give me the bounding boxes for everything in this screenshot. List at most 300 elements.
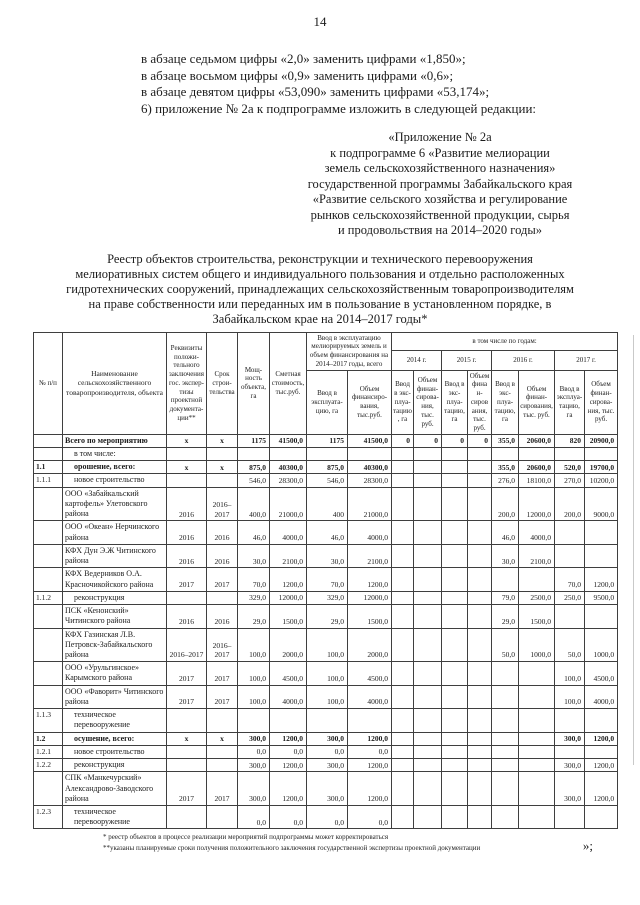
cell: 329,0 xyxy=(238,591,270,604)
cell xyxy=(519,709,555,732)
row-number xyxy=(34,568,63,591)
cell: 70,0 xyxy=(238,568,270,591)
appendix-line: земель сельскохозяйственного назначения» xyxy=(324,161,556,175)
row-number xyxy=(34,434,63,447)
cell: 70,0 xyxy=(555,568,585,591)
cell xyxy=(492,568,519,591)
col-header-2017-commissioning: Ввод в эксплуатацию, га xyxy=(555,370,585,434)
table-body xyxy=(34,434,618,829)
row-name: орошение, всего: xyxy=(63,461,167,474)
cell xyxy=(585,521,618,544)
cell xyxy=(492,745,519,758)
cell xyxy=(492,447,519,460)
cell xyxy=(468,591,492,604)
cell: 1200,0 xyxy=(270,732,307,745)
table-row xyxy=(34,474,618,487)
cell: 9500,0 xyxy=(585,591,618,604)
footnote-line: * реестр объектов в процессе реализации мероприятий подпрограммы может корректироваться xyxy=(103,833,389,842)
row-name: КФХ Ведерников О.А. Красночикойского района xyxy=(63,568,167,591)
col-header-2016-financing: Объем финансирования, тыс. руб. xyxy=(519,370,555,434)
cell xyxy=(167,591,207,604)
cell xyxy=(468,461,492,474)
cell: 100,0 xyxy=(238,685,270,708)
cell: 200,0 xyxy=(555,487,585,521)
table-row xyxy=(34,685,618,708)
cell: 875,0 xyxy=(307,461,348,474)
col-header-total-commissioning: Ввод в эксплуатацию, га xyxy=(307,370,348,434)
cell xyxy=(414,544,442,567)
table-row xyxy=(34,759,618,772)
cell xyxy=(442,605,468,628)
row-name: ООО «Фаворит» Читинского района xyxy=(63,685,167,708)
cell: 329,0 xyxy=(307,591,348,604)
table-row xyxy=(34,544,618,567)
page-number: 14 xyxy=(313,14,327,29)
appendix-line: «Приложение № 2а xyxy=(388,130,492,144)
cell: 2016–2017 xyxy=(207,628,238,662)
cell: 100,0 xyxy=(555,685,585,708)
cell: 0,0 xyxy=(348,745,392,758)
cell: 1200,0 xyxy=(348,568,392,591)
cell xyxy=(207,474,238,487)
col-header-2016-commissioning: Ввод в эксплуатацию, га xyxy=(492,370,519,434)
cell xyxy=(414,591,442,604)
cell xyxy=(468,487,492,521)
cell: 1200,0 xyxy=(348,759,392,772)
cell: 1200,0 xyxy=(585,772,618,806)
cell: 0 xyxy=(468,434,492,447)
cell: 21000,0 xyxy=(270,487,307,521)
cell xyxy=(414,521,442,544)
cell: 300,0 xyxy=(238,732,270,745)
cell xyxy=(468,474,492,487)
cell xyxy=(442,591,468,604)
table-row xyxy=(34,591,618,604)
col-header-by-years: в том числе по годам: xyxy=(392,332,618,350)
cell xyxy=(519,745,555,758)
cell xyxy=(207,447,238,460)
cell xyxy=(392,474,414,487)
cell xyxy=(442,474,468,487)
row-number xyxy=(34,544,63,567)
table-row xyxy=(34,628,618,662)
row-number: 1.1 xyxy=(34,461,63,474)
cell: 1175 xyxy=(238,434,270,447)
cell: 2017 xyxy=(167,662,207,685)
col-header-num: № п/п xyxy=(34,332,63,434)
cell xyxy=(519,772,555,806)
cell xyxy=(442,759,468,772)
closing-quote-mark: »; xyxy=(582,838,593,853)
cell: 2500,0 xyxy=(519,591,555,604)
amendment-line: в абзаце девятом цифры «53,090» заменить цифрами «53,174»; xyxy=(141,84,490,99)
row-number: 1.2.1 xyxy=(34,745,63,758)
cell xyxy=(167,745,207,758)
row-name: новое строительство xyxy=(63,745,167,758)
cell: 20900,0 xyxy=(585,434,618,447)
cell: 820 xyxy=(555,434,585,447)
cell: 1175 xyxy=(307,434,348,447)
cell xyxy=(414,806,442,829)
scan-artifact-line xyxy=(633,335,634,765)
row-name: реконструкция xyxy=(63,759,167,772)
col-header-term: Срок строительства xyxy=(207,332,238,434)
cell: 0,0 xyxy=(238,745,270,758)
cell xyxy=(307,709,348,732)
cell xyxy=(414,732,442,745)
cell xyxy=(585,806,618,829)
col-header-total-financing: Объем финансирования, тыс.руб. xyxy=(348,370,392,434)
cell xyxy=(414,568,442,591)
cell xyxy=(348,709,392,732)
row-number xyxy=(34,447,63,460)
row-number xyxy=(34,662,63,685)
appendix-line: к подпрограмме 6 «Развитие мелиорации xyxy=(330,145,550,160)
cell xyxy=(392,568,414,591)
cell xyxy=(468,447,492,460)
cell: 1200,0 xyxy=(270,568,307,591)
cell: 300,0 xyxy=(555,732,585,745)
cell xyxy=(442,544,468,567)
cell: 4000,0 xyxy=(348,521,392,544)
cell xyxy=(167,759,207,772)
col-header-2017-financing: Объем финансирования, тыс. руб. xyxy=(585,370,618,434)
cell: 30,0 xyxy=(492,544,519,567)
cell: 2100,0 xyxy=(519,544,555,567)
cell xyxy=(414,772,442,806)
cell xyxy=(468,628,492,662)
cell: 50,0 xyxy=(492,628,519,662)
cell: х xyxy=(207,732,238,745)
cell: 520,0 xyxy=(555,461,585,474)
row-name: ПСК «Кенонский» Читинского района xyxy=(63,605,167,628)
cell: 12000,0 xyxy=(270,591,307,604)
cell: 1200,0 xyxy=(585,568,618,591)
cell: 2016 xyxy=(207,605,238,628)
cell: 2016 xyxy=(207,521,238,544)
row-name: СПК «Манкечурский» Александрово-Заводского района xyxy=(63,772,167,806)
cell xyxy=(414,628,442,662)
cell xyxy=(442,745,468,758)
cell: 300,0 xyxy=(555,772,585,806)
cell: 0 xyxy=(414,434,442,447)
cell: 1200,0 xyxy=(270,772,307,806)
appendix-line: государственной программы Забайкальского края xyxy=(307,176,573,191)
cell: 1500,0 xyxy=(348,605,392,628)
col-header-2014-commissioning: Ввод в эксплуатацию, га xyxy=(392,370,414,434)
row-name: техническое перевооружение xyxy=(63,806,167,829)
cell: 276,0 xyxy=(492,474,519,487)
cell: 4000,0 xyxy=(519,521,555,544)
cell: 300,0 xyxy=(307,772,348,806)
cell xyxy=(555,544,585,567)
cell: 546,0 xyxy=(238,474,270,487)
cell: 2000,0 xyxy=(270,628,307,662)
table-row xyxy=(34,772,618,806)
cell: 10200,0 xyxy=(585,474,618,487)
cell: 200,0 xyxy=(492,487,519,521)
cell xyxy=(392,806,414,829)
cell xyxy=(392,662,414,685)
table-row xyxy=(34,662,618,685)
cell xyxy=(207,709,238,732)
cell xyxy=(414,745,442,758)
cell xyxy=(392,745,414,758)
cell xyxy=(519,732,555,745)
cell xyxy=(414,461,442,474)
cell xyxy=(392,521,414,544)
cell xyxy=(468,568,492,591)
appendix-line: рынков сельскохозяйственной продукции, сырья xyxy=(310,207,570,222)
cell: 46,0 xyxy=(238,521,270,544)
cell xyxy=(468,772,492,806)
cell: 19700,0 xyxy=(585,461,618,474)
cell: 4000,0 xyxy=(585,685,618,708)
cell xyxy=(519,806,555,829)
cell xyxy=(555,745,585,758)
cell xyxy=(468,544,492,567)
cell: 0,0 xyxy=(270,806,307,829)
cell xyxy=(468,685,492,708)
cell: 2016 xyxy=(207,544,238,567)
footnotes-block xyxy=(103,832,640,853)
row-number: 1.1.1 xyxy=(34,474,63,487)
cell: 29,0 xyxy=(492,605,519,628)
cell: 4000,0 xyxy=(270,521,307,544)
cell: 100,0 xyxy=(307,628,348,662)
cell: 270,0 xyxy=(555,474,585,487)
cell xyxy=(270,709,307,732)
cell: 40300,0 xyxy=(348,461,392,474)
row-name: техническое перевооружение xyxy=(63,709,167,732)
cell: 355,0 xyxy=(492,461,519,474)
appendix-line: и продовольствия на 2014–2020 годы» xyxy=(337,223,543,237)
cell: 1200,0 xyxy=(348,772,392,806)
cell: 400 xyxy=(307,487,348,521)
cell: 875,0 xyxy=(238,461,270,474)
table-row xyxy=(34,487,618,521)
cell xyxy=(392,772,414,806)
row-number: 1.2.2 xyxy=(34,759,63,772)
row-name: в том числе: xyxy=(63,447,167,460)
row-name: КФХ Газинская Л.В. Петровск-Забайкальского района xyxy=(63,628,167,662)
cell xyxy=(492,806,519,829)
cell xyxy=(468,732,492,745)
cell xyxy=(167,474,207,487)
cell xyxy=(207,806,238,829)
cell xyxy=(492,662,519,685)
cell: 2017 xyxy=(207,662,238,685)
table-row xyxy=(34,447,618,460)
cell xyxy=(492,685,519,708)
amendment-line: 6) приложение № 2а к подпрограмме изложить в следующей редакции: xyxy=(141,100,537,116)
cell xyxy=(392,461,414,474)
row-name: новое строительство xyxy=(63,474,167,487)
cell: х xyxy=(167,461,207,474)
col-header-total-group: Ввод в эксплуатацию мелиорируемых земель и объем финансирования на 2014–2017 годы, всего xyxy=(307,332,392,370)
cell: 100,0 xyxy=(238,662,270,685)
cell: 0,0 xyxy=(270,745,307,758)
cell xyxy=(442,662,468,685)
cell: 2016 xyxy=(167,544,207,567)
cell xyxy=(167,447,207,460)
cell xyxy=(555,709,585,732)
cell: 28300,0 xyxy=(348,474,392,487)
table-row xyxy=(34,521,618,544)
amendment-line: в абзаце восьмом цифры «0,9» заменить цифрами «0,6»; xyxy=(141,67,454,83)
col-header-2015-commissioning: Ввод в эксплуатацию, га xyxy=(442,370,468,434)
registry-table xyxy=(33,332,618,830)
cell xyxy=(392,628,414,662)
cell xyxy=(585,745,618,758)
amendment-line: в абзаце седьмом цифры «2,0» заменить цифрами «1,850»; xyxy=(141,51,466,66)
cell xyxy=(270,447,307,460)
cell xyxy=(468,745,492,758)
cell xyxy=(414,685,442,708)
cell: 2016 xyxy=(167,521,207,544)
cell: 250,0 xyxy=(555,591,585,604)
cell xyxy=(468,759,492,772)
cell: 2016 xyxy=(167,605,207,628)
cell: 2017 xyxy=(207,772,238,806)
cell: 300,0 xyxy=(238,772,270,806)
cell: 79,0 xyxy=(492,591,519,604)
cell xyxy=(392,685,414,708)
row-name: осушение, всего: xyxy=(63,732,167,745)
cell: 2000,0 xyxy=(348,628,392,662)
cell: 4000,0 xyxy=(348,685,392,708)
cell xyxy=(442,732,468,745)
cell xyxy=(167,709,207,732)
cell: 0 xyxy=(442,434,468,447)
col-header-year-2017: 2017 г. xyxy=(555,350,618,370)
cell xyxy=(555,806,585,829)
cell xyxy=(414,605,442,628)
cell: 2017 xyxy=(167,772,207,806)
cell: 4500,0 xyxy=(585,662,618,685)
row-number: 1.1.2 xyxy=(34,591,63,604)
col-header-year-2014: 2014 г. xyxy=(392,350,442,370)
cell: 20600,0 xyxy=(519,434,555,447)
cell xyxy=(414,447,442,460)
cell xyxy=(392,544,414,567)
cell: 2016–2017 xyxy=(167,628,207,662)
col-header-2014-financing: Объем финансирования, тыс. руб. xyxy=(414,370,442,434)
cell: 355,0 xyxy=(492,434,519,447)
cell xyxy=(585,605,618,628)
row-name: ООО «Забайкальский картофель» Улетовского района xyxy=(63,487,167,521)
cell: 100,0 xyxy=(555,662,585,685)
appendix-heading xyxy=(262,130,618,239)
cell xyxy=(392,447,414,460)
cell: 300,0 xyxy=(555,759,585,772)
cell xyxy=(238,447,270,460)
cell xyxy=(392,709,414,732)
cell xyxy=(392,732,414,745)
cell: 1200,0 xyxy=(348,732,392,745)
cell: 2017 xyxy=(207,568,238,591)
cell xyxy=(519,447,555,460)
row-number xyxy=(34,605,63,628)
cell xyxy=(519,662,555,685)
cell xyxy=(392,759,414,772)
table-row xyxy=(34,745,618,758)
cell: 29,0 xyxy=(307,605,348,628)
cell: 9000,0 xyxy=(585,487,618,521)
cell xyxy=(585,544,618,567)
cell: 12000,0 xyxy=(519,487,555,521)
cell xyxy=(468,662,492,685)
cell: 1200,0 xyxy=(585,732,618,745)
col-header-2015-financing: Объем финансирования, тыс. руб. xyxy=(468,370,492,434)
cell: 41500,0 xyxy=(270,434,307,447)
cell xyxy=(348,447,392,460)
cell: 1500,0 xyxy=(270,605,307,628)
footnote-line: **указаны планируемые сроки получения положительного заключения государственной экспертизы проектной документации xyxy=(103,843,481,852)
row-number: 1.2.3 xyxy=(34,806,63,829)
cell: 0,0 xyxy=(307,806,348,829)
cell xyxy=(585,447,618,460)
cell xyxy=(519,685,555,708)
cell xyxy=(555,521,585,544)
cell: 50,0 xyxy=(555,628,585,662)
cell xyxy=(442,685,468,708)
cell: 21000,0 xyxy=(348,487,392,521)
cell xyxy=(442,447,468,460)
col-header-year-2015: 2015 г. xyxy=(442,350,492,370)
cell xyxy=(442,709,468,732)
cell: 12000,0 xyxy=(348,591,392,604)
cell xyxy=(519,568,555,591)
cell: 2100,0 xyxy=(270,544,307,567)
cell: 400,0 xyxy=(238,487,270,521)
cell xyxy=(414,662,442,685)
cell: 2016 xyxy=(167,487,207,521)
row-number: 1.1.3 xyxy=(34,709,63,732)
cell: 2017 xyxy=(167,685,207,708)
row-number xyxy=(34,487,63,521)
row-number xyxy=(34,521,63,544)
table-row xyxy=(34,732,618,745)
amendments-block xyxy=(141,51,610,117)
cell: 300,0 xyxy=(238,759,270,772)
cell: 1500,0 xyxy=(519,605,555,628)
col-header-cost: Сметная стоимость, тыс.руб. xyxy=(270,332,307,434)
table-row xyxy=(34,461,618,474)
cell: 41500,0 xyxy=(348,434,392,447)
cell: 1200,0 xyxy=(585,759,618,772)
cell xyxy=(207,591,238,604)
cell xyxy=(442,772,468,806)
cell: 70,0 xyxy=(307,568,348,591)
cell: 0,0 xyxy=(307,745,348,758)
cell xyxy=(468,605,492,628)
table-row xyxy=(34,709,618,732)
cell: 100,0 xyxy=(238,628,270,662)
row-number xyxy=(34,772,63,806)
table-row xyxy=(34,568,618,591)
cell: 30,0 xyxy=(307,544,348,567)
col-header-year-2016: 2016 г. xyxy=(492,350,555,370)
cell xyxy=(442,568,468,591)
cell xyxy=(392,605,414,628)
col-header-name: Наименование сельскохозяйственного товаропроизводителя, объекта xyxy=(63,332,167,434)
cell: 546,0 xyxy=(307,474,348,487)
cell: 28300,0 xyxy=(270,474,307,487)
cell: 0,0 xyxy=(238,806,270,829)
cell xyxy=(492,772,519,806)
cell xyxy=(414,759,442,772)
